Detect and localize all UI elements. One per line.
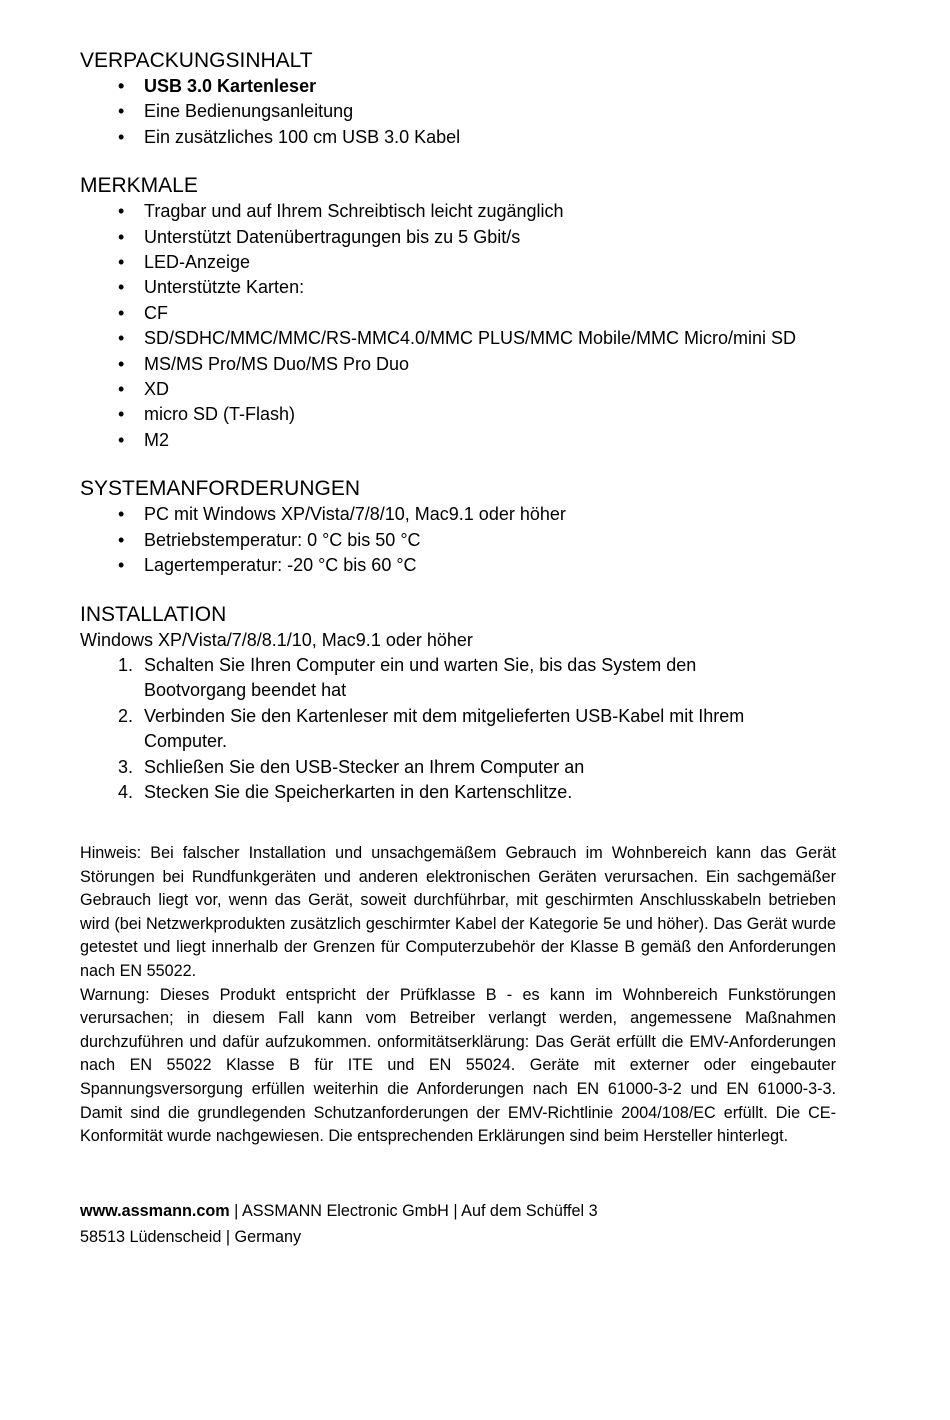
- list-item: • USB 3.0 Kartenleser: [80, 74, 836, 99]
- installation-heading: INSTALLATION: [80, 602, 227, 626]
- list-item: • Unterstützt Datenübertragungen bis zu 5 Gbit/s: [80, 225, 836, 250]
- step-number: 1.: [118, 654, 134, 675]
- features-list: [80, 199, 836, 453]
- notice-warning: Warnung: Dieses Produkt entspricht der Prüfklasse B - es kann im Wohnbereich Funkstörungen verursachen; in diesem Fall kann vom Betreiber verlangt werden, angemessene Maßnahmen durchzuführen und dafür aufzukommen. onformitätserklärung: Das Gerät erfüllt die EMV-Anforderungen nach EN 55022 Klasse B für ITE und EN 55024. Geräte mit externer oder eingebauter Spannungsversorgung erfüllen weiterhin die Anforderungen nach EN 61000-3-2 und EN 61000-3-3. Damit sind die grundlegenden Schutzanforderungen der EMV-Richtlinie 2004/108/EC erfüllt. Die CE-Konformität wurde nachgewiesen. Die entsprechenden Erklärungen sind beim Hersteller hinterlegt.: [80, 985, 836, 1146]
- legal-notice: [80, 842, 836, 1149]
- list-item: • Eine Bedienungsanleitung: [80, 99, 836, 124]
- step-item: [80, 780, 836, 805]
- contents-heading: VERPACKUNGSINHALT: [80, 49, 313, 72]
- list-item: • Betriebstemperatur: 0 °C bis 50 °C: [80, 528, 836, 553]
- section-requirements: [80, 476, 836, 578]
- step-number: 3.: [118, 756, 134, 777]
- step-number: 2.: [118, 705, 134, 726]
- list-item: • CF: [80, 301, 836, 326]
- step-number: 4.: [118, 781, 134, 802]
- installation-steps: [80, 653, 836, 805]
- footer: [80, 1199, 836, 1250]
- list-item: • micro SD (T-Flash): [80, 402, 836, 427]
- step-text: Stecken Sie die Speicherkarten in den Kartenschlitze.: [144, 781, 573, 802]
- address-line-1: | ASSMANN Electronic GmbH | Auf dem Schüffel 3: [229, 1202, 598, 1220]
- installation-intro: Windows XP/Vista/7/8/8.1/10, Mac9.1 oder höher: [80, 629, 473, 650]
- list-item: • SD/SDHC/MMC/MMC/RS-MMC4.0/MMC PLUS/MMC Mobile/MMC Micro/mini SD: [80, 326, 836, 351]
- section-installation: [80, 602, 836, 806]
- step-text: Schalten Sie Ihren Computer ein und warten Sie, bis das System den: [144, 654, 697, 675]
- list-item: • XD: [80, 377, 836, 402]
- contents-list: [80, 74, 836, 150]
- address-line-2: 58513 Lüdenscheid | Germany: [80, 1227, 302, 1246]
- website-link[interactable]: www.assmann.com: [80, 1202, 230, 1220]
- section-contents: [80, 48, 836, 150]
- list-item: • Ein zusätzliches 100 cm USB 3.0 Kabel: [80, 125, 836, 150]
- list-item: • Lagertemperatur: -20 °C bis 60 °C: [80, 553, 836, 578]
- step-item: [80, 755, 836, 780]
- list-item: • MS/MS Pro/MS Duo/MS Pro Duo: [80, 352, 836, 377]
- section-features: [80, 173, 836, 453]
- step-text-continued: Computer.: [144, 731, 228, 752]
- step-text-continued: Bootvorgang beendet hat: [144, 680, 347, 701]
- step-text: Schließen Sie den USB-Stecker an Ihrem Computer an: [144, 756, 585, 777]
- list-item: • LED-Anzeige: [80, 250, 836, 275]
- requirements-list: [80, 502, 836, 578]
- list-item: • M2: [80, 428, 836, 453]
- notice-hint: Hinweis: Bei falscher Installation und unsachgemäßem Gebrauch im Wohnbereich kann das Gerät Störungen bei Rundfunkgeräten und anderen elektronischen Geräten verursachen. Ein sachgemäßer Gebrauch liegt vor, wenn das Gerät, soweit durchführbar, mit geschirmten Anschlusskabeln betrieben wird (bei Netzwerkprodukten zusätzlich geschirmter Kabel der Kategorie 5e und höher). Das Gerät wurde getestet und liegt innerhalb der Grenzen für Computerzubehör der Klasse B gemäß den Anforderungen nach EN 55022.: [80, 844, 836, 980]
- step-item: [80, 704, 836, 755]
- manual-page: [80, 48, 836, 828]
- features-heading: MERKMALE: [80, 174, 198, 198]
- step-text: Verbinden Sie den Kartenleser mit dem mitgelieferten USB-Kabel mit Ihrem: [144, 705, 745, 726]
- requirements-heading: SYSTEMANFORDERUNGEN: [80, 477, 361, 501]
- list-item: • Tragbar und auf Ihrem Schreibtisch leicht zugänglich: [80, 199, 836, 224]
- step-item: [80, 653, 836, 704]
- list-item: • Unterstützte Karten:: [80, 275, 836, 300]
- list-item: • PC mit Windows XP/Vista/7/8/10, Mac9.1 oder höher: [80, 502, 836, 527]
